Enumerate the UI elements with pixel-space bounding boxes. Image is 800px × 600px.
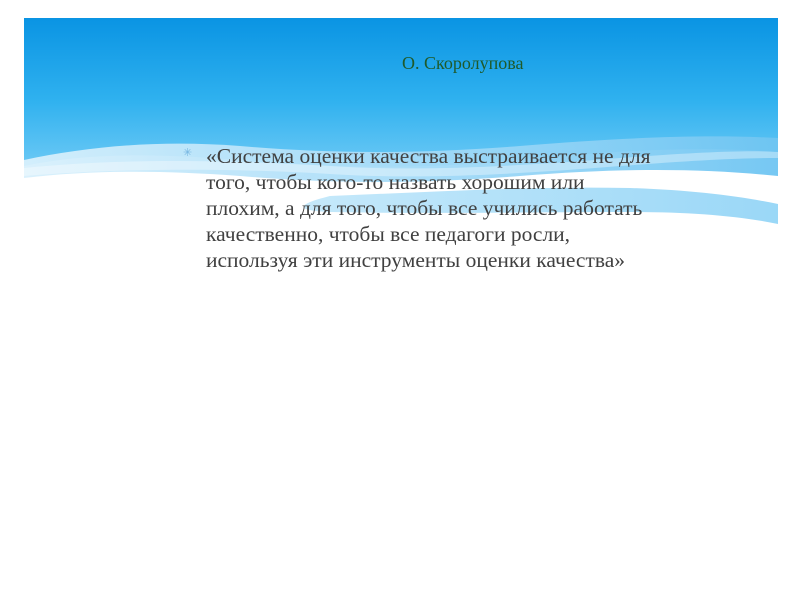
quote-bullet-list xyxy=(183,143,773,273)
asterisk-bullet-icon: ✳ xyxy=(183,146,193,159)
quote-line: используя эти инструменты оценки качества» xyxy=(206,248,626,272)
quote-line: «Система оценки качества выстраивается не для xyxy=(206,144,651,168)
slide-title-author: О. Скоролупова xyxy=(402,53,524,73)
quote-bullet-item xyxy=(183,143,773,273)
quote-line: того, чтобы кого-то назвать хорошим или xyxy=(206,170,585,194)
quote-line: качественно, чтобы все педагоги росли, xyxy=(206,222,571,246)
quote-line: плохим, а для того, чтобы все учились работать xyxy=(206,196,643,220)
